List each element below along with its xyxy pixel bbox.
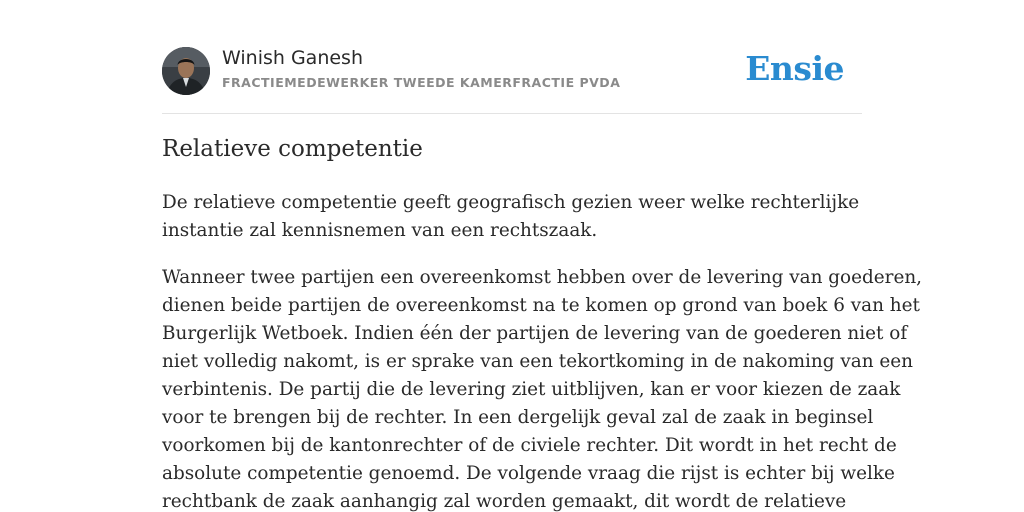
header-divider <box>162 113 862 114</box>
paragraph-line: Wanneer twee partijen een overeenkomst hebben over de levering van goederen, <box>162 267 923 288</box>
paragraph-line: absolute competentie genoemd. De volgende vraag die rijst is echter bij welke <box>162 463 895 484</box>
paragraph-line: niet volledig nakomt, is er sprake van een tekortkoming in de nakoming van een <box>162 351 914 372</box>
author-name[interactable]: Winish Ganesh <box>222 47 363 69</box>
paragraph-line: verbintenis. De partij die de levering ziet uitblijven, kan er voor kiezen de zaak <box>162 379 901 400</box>
paragraph-line: dienen beide partijen de overeenkomst na te komen op grond van boek 6 van het <box>162 295 920 316</box>
avatar-photo <box>162 47 210 95</box>
author-header <box>162 46 862 96</box>
ensie-logo[interactable]: Ensie <box>745 49 844 88</box>
paragraph-line: Burgerlijk Wetboek. Indien één der partijen de levering van de goederen niet of <box>162 323 908 344</box>
paragraph-1 <box>162 189 862 245</box>
paragraph-2 <box>162 264 923 512</box>
paragraph-line: De relatieve competentie geeft geografisch gezien weer welke rechterlijke <box>162 192 860 213</box>
article-title: Relatieve competentie <box>162 136 423 162</box>
avatar[interactable] <box>162 47 210 95</box>
paragraph-line: voor te brengen bij de rechter. In een dergelijk geval zal de zaak in beginsel <box>162 407 874 428</box>
paragraph-line: voorkomen bij de kantonrechter of de civiele rechter. Dit wordt in het recht de <box>162 435 897 456</box>
author-role: FRACTIEMEDEWERKER TWEEDE KAMERFRACTIE PVDA <box>222 75 621 90</box>
paragraph-line: instantie zal kennisnemen van een rechtszaak. <box>162 220 598 241</box>
paragraph-line: rechtbank de zaak aanhangig zal worden gemaakt, dit wordt de relatieve <box>162 491 847 512</box>
